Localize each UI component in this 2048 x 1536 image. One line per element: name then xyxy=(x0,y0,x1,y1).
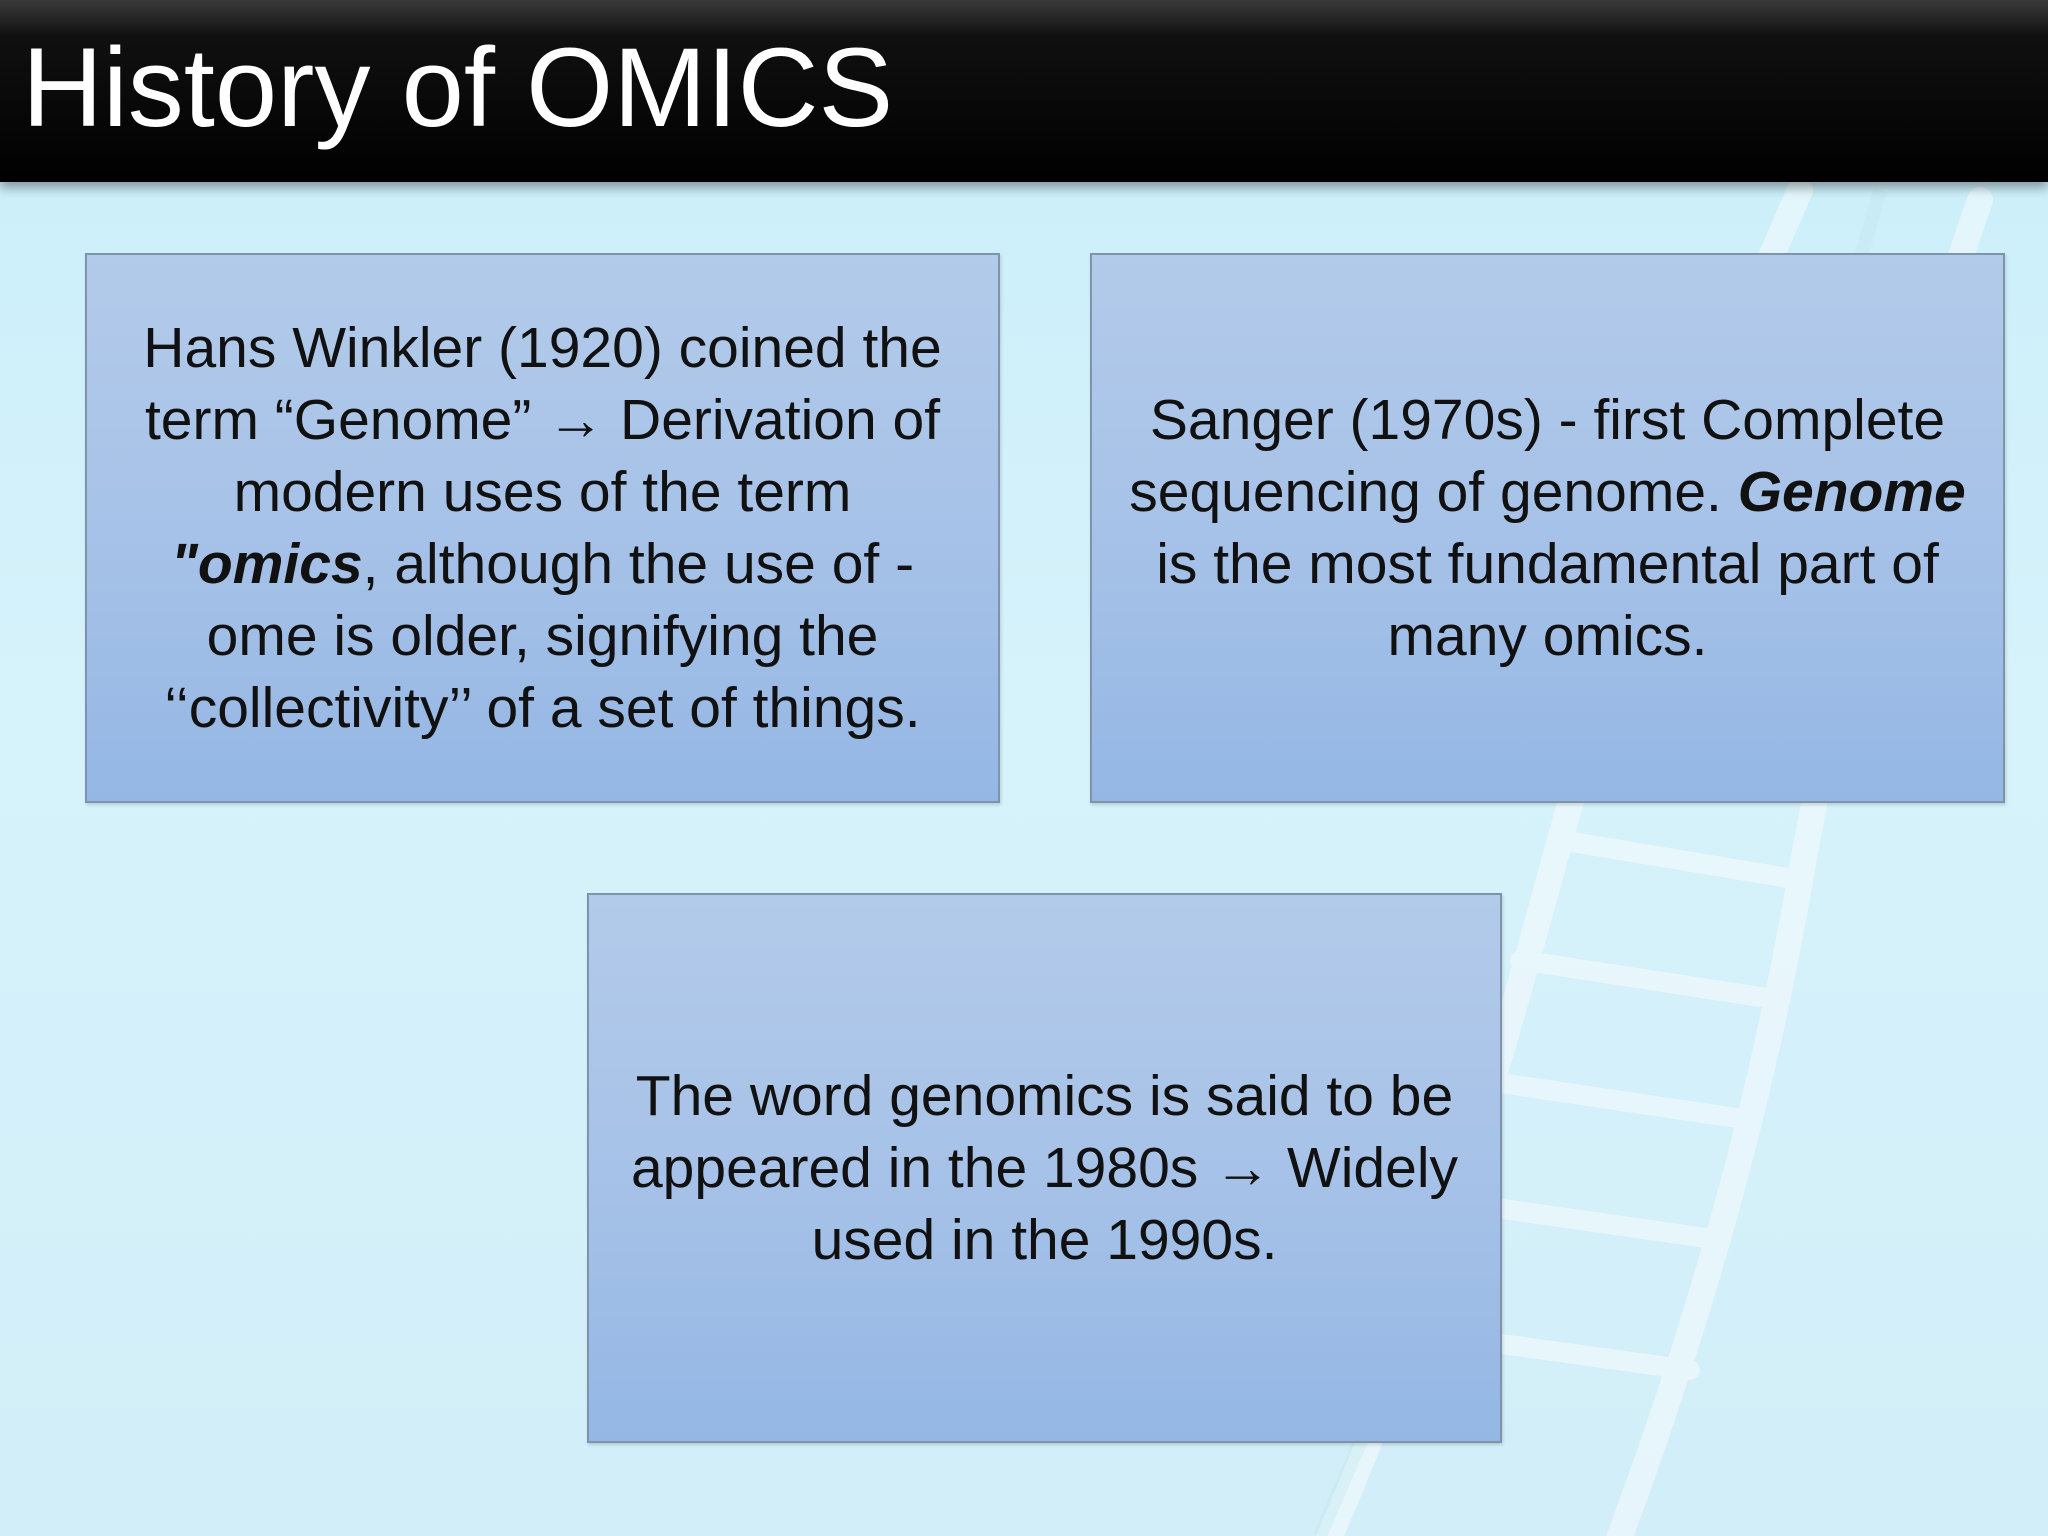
title-bar xyxy=(0,0,2048,182)
winkler-line-4: , although the use of - xyxy=(362,532,915,596)
sanger-history-box xyxy=(1090,253,2005,803)
sanger-line-3: is the most fundamental part of xyxy=(1156,532,1939,596)
genomics-history-box xyxy=(587,893,1502,1443)
winkler-history-box xyxy=(85,253,1000,803)
slide-title: History of OMICS xyxy=(22,25,894,150)
sanger-line-4: many omics. xyxy=(1387,604,1708,668)
winkler-history-text xyxy=(143,312,941,744)
genomics-line-1: The word genomics is said to be xyxy=(635,1064,1454,1128)
right-arrow-icon: → xyxy=(547,388,605,452)
omics-emphasis: "omics xyxy=(170,532,363,596)
genome-emphasis: Genome xyxy=(1737,460,1966,524)
winkler-line-1: Hans Winkler (1920) coined the xyxy=(143,316,942,380)
winkler-line-5: ome is older, signifying the xyxy=(206,604,879,668)
genomics-history-text xyxy=(631,1060,1458,1276)
winkler-line-2b: Derivation of xyxy=(604,388,941,452)
right-arrow-icon: → xyxy=(1214,1136,1272,1200)
genomics-line-2a: appeared in the 1980s xyxy=(630,1136,1215,1200)
genomics-line-3: used in the 1990s. xyxy=(811,1208,1278,1272)
sanger-line-2a: sequencing of genome. xyxy=(1129,460,1738,524)
winkler-line-2a: term “Genome” xyxy=(144,388,548,452)
winkler-line-3: modern uses of the term xyxy=(233,460,852,524)
sanger-history-text xyxy=(1129,384,1966,672)
sanger-line-1: Sanger (1970s) - first Complete xyxy=(1149,388,1946,452)
winkler-line-6: ‘‘collectivity’’ of a set of things. xyxy=(164,676,921,740)
genomics-line-2b: Widely xyxy=(1271,1136,1458,1200)
